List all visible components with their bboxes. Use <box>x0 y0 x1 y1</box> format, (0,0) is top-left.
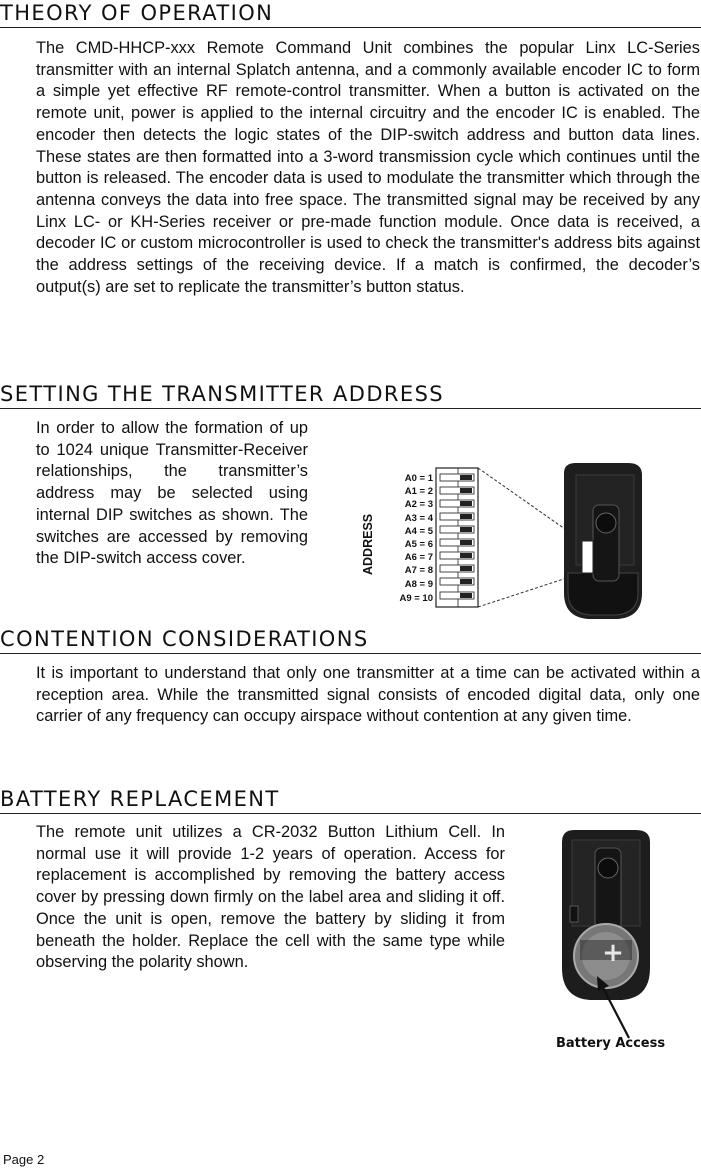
polarity-plus-symbol: + <box>602 938 624 968</box>
dip-label: A1 = 2 <box>404 486 433 497</box>
remote-unit-open-drawing <box>562 830 650 1000</box>
battery-figure <box>540 828 690 1058</box>
section-heading-address: SETTING THE TRANSMITTER ADDRESS <box>0 382 445 406</box>
remote-unit-drawing <box>564 463 642 619</box>
section-heading-contention: CONTENTION CONSIDERATIONS <box>0 627 369 651</box>
address-paragraph: In order to allow the formation of up to 1024 unique Transmitter-Receiver relationships, the transmitter’s address may be selected using internal DIP switches as shown. The switches are accessed by removing the DIP-switch access cover. <box>36 419 308 568</box>
dip-label: A2 = 3 <box>404 499 433 510</box>
dip-switch-block <box>436 468 478 607</box>
heading-rule <box>0 408 701 409</box>
dip-label: A6 = 7 <box>404 552 433 563</box>
dip-label: A9 = 10 <box>399 593 433 604</box>
section-heading-theory: THEORY OF OPERATION <box>0 1 274 25</box>
heading-rule <box>0 653 701 654</box>
battery-paragraph: The remote unit utilizes a CR-2032 Button Lithium Cell. In normal use it will provide 1-2 years of operation. Access for replacement is accomplished by removing the battery access cover by pressing down firmly on the label area and sliding it off. Once the unit is open, remove the battery by sliding it from beneath the holder. Replace the cell with the same type while observing the polarity shown. <box>36 823 505 972</box>
heading-rule <box>0 813 701 814</box>
dip-label: A5 = 6 <box>404 539 433 550</box>
contention-paragraph: It is important to understand that only one transmitter at a time can be activated within a reception area. While the transmitted signal consists of encoded digital data, only one carrier of any frequency can occupy airspace without contention at any given time. <box>36 664 700 726</box>
battery-access-callout: Battery Access <box>556 1036 666 1051</box>
address-axis-label: ADDRESS <box>361 513 375 575</box>
dip-label: A7 = 8 <box>404 565 433 576</box>
page-number: Page 2 <box>3 1152 45 1167</box>
dip-label: A3 = 4 <box>404 513 433 524</box>
dip-label: A4 = 5 <box>404 526 433 537</box>
heading-rule <box>0 27 701 28</box>
dip-label: A8 = 9 <box>404 579 433 590</box>
section-heading-battery: BATTERY REPLACEMENT <box>0 787 280 811</box>
theory-paragraph: The CMD-HHCP-xxx Remote Command Unit combines the popular Linx LC-Series transmitter with an internal Splatch antenna, and a commonly available encoder IC to form a simple yet effective RF remote-control transmitter. When a button is activated on the remote unit, power is applied to the internal circuitry and the encoder IC is enabled. The encoder then detects the logic states of the DIP-switch address and button data lines. These states are then formatted into a 3-word transmission cycle which continues until the button is released. The encoder data is used to modulate the transmitter which through the antenna conveys the data into free space. The transmitted signal may be received by any Linx LC- or KH-Series receiver or pre-made function module. Once data is received, a decoder IC or custom microcontroller is used to check the transmitter's address bits against the address settings of the receiving device. If a match is confirmed, the decoder’s output(s) are set to replicate the transmitter’s button status. <box>36 39 700 296</box>
dip-label: A0 = 1 <box>404 473 433 484</box>
dip-switch-figure <box>350 455 650 625</box>
